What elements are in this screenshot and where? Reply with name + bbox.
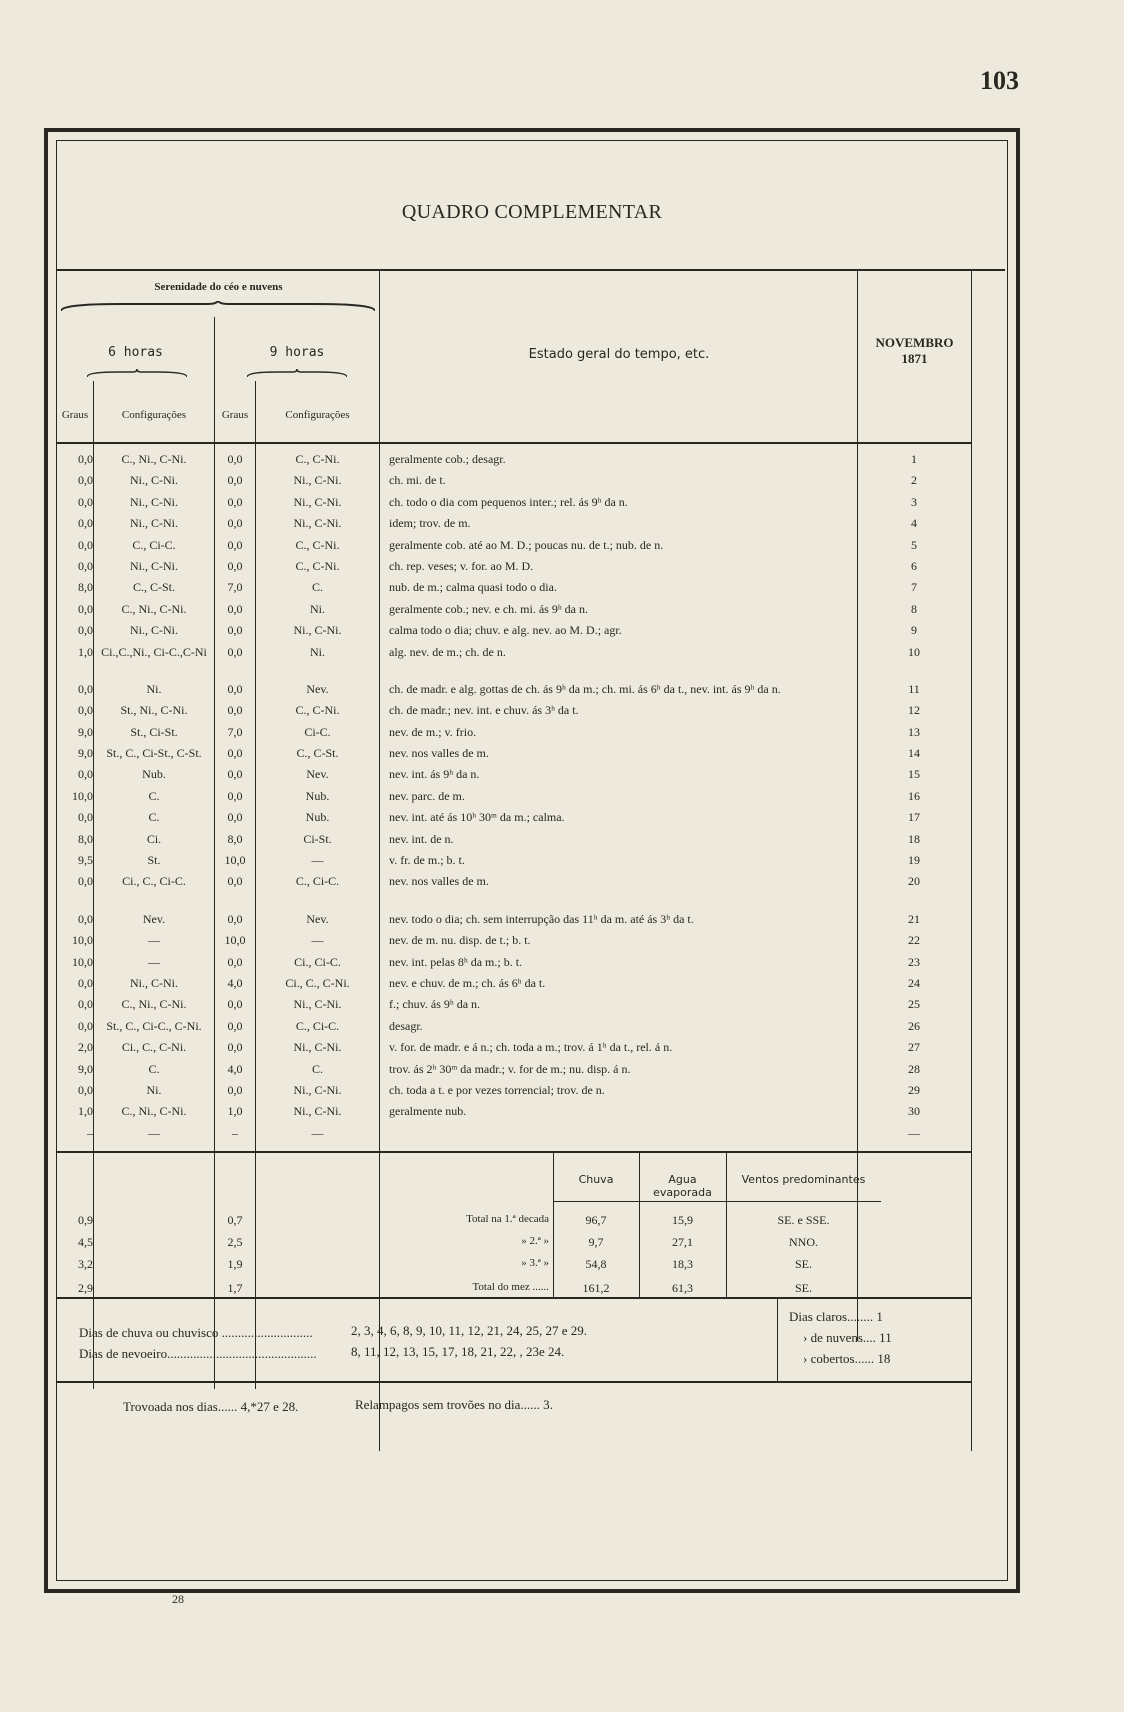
estado-cell: geralmente cob.; desagr. [389,452,506,466]
dias-cobertos: › cobertos...... 18 [803,1351,891,1366]
graus-9-cell: 0,0 [227,473,243,488]
config-6-cell: St., C., Ci-C., C-Ni. [106,1018,202,1033]
estado-cell: geralmente cob.; nev. e ch. mi. ás 9ʰ da n. [389,601,589,616]
graus-9-cell: 0,0 [227,788,243,803]
six-hours-header: 6 horas [108,345,163,360]
dias-claros: Dias claros........ 1 [789,1309,883,1324]
table-row [57,578,975,599]
day-cell: 25 [908,997,920,1012]
total-ventos: SE. e SSE. [777,1213,830,1227]
graus-9-cell: 0,0 [227,874,243,889]
graus-6-cell: 0,0 [78,558,93,573]
table-row [57,493,975,514]
day-cell: — [908,1125,920,1140]
config-6-cell: Nev. [142,911,166,926]
table-row [57,1017,975,1038]
graus-9-cell: 4,0 [227,975,243,990]
year: 1871 [901,351,928,366]
graus-6-cell: 0,0 [78,623,93,638]
estado-cell: v. fr. de m.; b. t. [389,853,465,868]
day-cell: 26 [908,1018,920,1033]
total-graus-9: 0,7 [227,1213,243,1227]
graus-9-cell: 0,0 [227,601,243,616]
ventos-header: Ventos predominantes [741,1173,866,1186]
day-cell: 10 [908,644,920,659]
nevoeiro-days: 8, 11, 12, 13, 15, 17, 18, 21, 22, , 23e 24. [351,1344,565,1359]
table-row [57,765,975,786]
estado-cell: nev. e chuv. de m.; ch. ás 6ʰ da t. [389,975,546,990]
day-cell: 22 [908,933,920,948]
table-row [57,723,975,744]
config-6-cell: St. [147,853,161,868]
total-label: » 2.ª » [521,1235,549,1247]
day-cell: 2 [911,473,917,488]
estado-cell: ch. todo o dia com pequenos inter.; rel. ás 9ʰ da n. [389,494,628,509]
chuva-label: Dias de chuva ou chuvisco ............................ [79,1325,313,1340]
graus-6-cell: 10,0 [72,933,93,948]
graus-6-cell: 0,0 [78,516,93,531]
table-row [57,1102,975,1123]
trovoada-days: Trovoada nos dias...... 4,*27 e 28. [123,1399,299,1414]
estado-cell: trov. ás 2ʰ 30ᵐ da madr.; v. for de m.; nu. disp. á n. [389,1061,631,1076]
config-9-cell: C., C-St. [296,746,339,761]
graus-6-cell: 0,0 [78,810,93,825]
graus-6-cell: 0,0 [78,452,93,466]
config-9-cell: Nub. [305,788,330,803]
table-row [57,1124,975,1145]
graus-6-cell: 9,0 [78,724,93,739]
config-9-cell: C. [311,580,323,595]
graus-9-cell: 7,0 [227,580,243,595]
config-9-cell: Nev. [306,911,329,926]
day-cell: 12 [908,703,920,718]
month-header [858,335,971,367]
estado-cell: alg. nev. de m.; ch. de n. [389,644,506,659]
graus-9-cell: 7,0 [227,724,243,739]
serenidade-header: Serenidade do céo e nuvens [154,281,283,293]
row-spacer [57,664,975,680]
graus-9-cell: 0,0 [227,537,243,552]
graus-6-cell: 9,5 [78,853,93,868]
config-9-cell: C., Ci-C. [295,874,340,889]
config-9-cell: — [311,853,324,868]
total-agua: 27,1 [672,1235,693,1249]
total-agua: 18,3 [672,1257,693,1271]
day-cell: 6 [911,558,917,573]
estado-cell: idem; trov. de m. [389,516,471,531]
relampagos-days: Relampagos sem trovões no dia...... 3. [355,1397,553,1412]
config-6-cell: Ci. [146,831,162,846]
graus-9-cell: 0,0 [227,1040,243,1055]
estado-cell: ch. toda a t. e por vezes torrencial; trov. de n. [389,1082,605,1097]
graus-6-cell: 0,0 [78,601,93,616]
table-row [57,621,975,642]
config-6-cell: Ni. [146,1082,162,1097]
day-cell: 30 [908,1104,920,1119]
config-9-cell: C. [311,1061,323,1076]
dias-nuvens: › de nuvens.... 11 [803,1330,892,1345]
graus-6-cell: 0,0 [78,975,93,990]
config-9-cell: C., C-Ni. [295,703,340,718]
page-title: QUADRO COMPLEMENTAR [401,201,663,223]
table-row [57,974,975,995]
config-6-cell: C., C-St. [132,580,175,595]
total-chuva: 161,2 [582,1281,610,1295]
config-9-cell: Nub. [305,810,330,825]
config-9-cell: C., C-Ni. [295,558,340,573]
day-cell: 29 [908,1082,920,1097]
col-graus-9: Graus [221,409,249,421]
daily-rows [57,450,975,1145]
chuva-header: Chuva [578,1173,614,1186]
graus-9-cell: 0,0 [227,681,243,696]
config-6-cell: Nub. [142,767,166,782]
graus-6-cell: – [87,1125,93,1140]
config-9-cell: C., C-Ni. [295,452,340,466]
day-cell: 28 [908,1061,920,1076]
graus-6-cell: 0,0 [78,681,93,696]
table-row [57,995,975,1016]
estado-cell: geralmente cob. até ao M. D.; poucas nu. de t.; nub. de n. [389,537,664,552]
table-inner [56,140,1008,1581]
table-row [57,910,975,931]
brace-icon [247,369,347,379]
graus-9-cell: 0,0 [227,452,243,466]
config-6-cell: Ni., C-Ni. [130,516,178,531]
graus-6-cell: 0,0 [78,473,93,488]
table-row [57,557,975,578]
estado-cell: ch. de madr.; nev. int. e chuv. ás 3ʰ da t. [389,703,579,718]
total-label: Total na 1.ª decada [466,1213,549,1225]
config-6-cell: C., Ni., C-Ni. [121,997,187,1012]
config-6-cell: C., Ni., C-Ni. [121,452,187,466]
config-6-cell: Ni., C-Ni. [130,975,178,990]
graus-6-cell: 0,0 [78,767,93,782]
config-6-cell: Ci., C., Ci-C. [122,874,186,889]
graus-6-cell: 9,0 [78,746,93,761]
graus-6-cell: 0,0 [78,1018,93,1033]
graus-9-cell: 0,0 [227,1082,243,1097]
graus-9-cell: 0,0 [227,911,243,926]
table-row [57,450,975,471]
config-9-cell: Ni. [310,601,325,616]
day-cell: 23 [908,954,920,969]
total-graus-9: 2,5 [227,1235,243,1249]
table-row [57,744,975,765]
graus-6-cell: 0,0 [78,911,93,926]
nevoeiro-label: Dias de nevoeiro.............................................. [79,1346,317,1361]
config-9-cell: Ci-St. [303,831,332,846]
estado-cell: nev. int. até ás 10ʰ 30ᵐ da m.; calma. [389,810,565,825]
config-9-cell: Ci., Ci-C. [294,954,341,969]
estado-cell: f.; chuv. ás 9ʰ da n. [389,997,481,1012]
config-6-cell: C. [148,1061,160,1076]
row-spacer [57,894,975,910]
total-agua: 61,3 [672,1281,693,1295]
day-cell: 4 [911,516,917,531]
graus-9-cell: 4,0 [227,1061,243,1076]
agua-header: Agua evaporada [653,1173,712,1199]
total-graus-6: 4,5 [78,1235,93,1249]
graus-9-cell: 0,0 [227,558,243,573]
graus-6-cell: 0,0 [78,703,93,718]
config-9-cell: Ni., C-Ni. [293,1082,342,1097]
graus-9-cell: – [232,1125,238,1140]
estado-cell: ch. rep. veses; v. for. ao M. D. [389,558,534,573]
estado-cell: nev. nos valles de m. [389,874,489,889]
total-chuva: 9,7 [588,1235,604,1249]
day-cell: 8 [911,601,917,616]
graus-6-cell: 9,0 [78,1061,93,1076]
graus-9-cell: 0,0 [227,810,243,825]
day-cell: 5 [911,537,917,552]
day-cell: 7 [911,580,917,595]
total-ventos: SE. [794,1257,812,1271]
total-ventos: SE. [794,1281,812,1295]
brace-icon [61,301,375,313]
estado-cell: nub. de m.; calma quasi todo o dia. [389,580,557,595]
estado-cell: v. for. de madr. e á n.; ch. toda a m.; trov. á 1ʰ da t., rel. á n. [389,1040,673,1055]
config-9-cell: Ni. [310,644,325,659]
total-graus-6: 2,9 [78,1281,93,1295]
config-9-cell: — [311,933,324,948]
estado-cell: nev. todo o dia; ch. sem interrupção das 11ʰ da m. até ás 3ʰ da t. [389,911,694,926]
table-row [57,851,975,872]
table-row [57,808,975,829]
config-6-cell: St., Ni., C-Ni. [120,703,188,718]
graus-9-cell: 0,0 [227,997,243,1012]
config-6-cell: — [148,933,160,948]
day-cell: 15 [908,767,920,782]
graus-6-cell: 8,0 [78,580,93,595]
config-9-cell: Ni., C-Ni. [293,623,342,638]
config-6-cell: C., Ci-C. [132,537,176,552]
table-row [57,514,975,535]
day-cell: 11 [908,681,920,696]
graus-9-cell: 0,0 [227,954,243,969]
config-9-cell: Ni., C-Ni. [293,473,342,488]
table-row [57,830,975,851]
total-graus-9: 1,9 [227,1257,243,1271]
table-row [57,701,975,722]
config-9-cell: Ci., C., C-Ni. [285,975,350,990]
day-cell: 13 [908,724,920,739]
config-9-cell: Nev. [306,681,329,696]
graus-6-cell: 0,0 [78,1082,93,1097]
config-6-cell: C., Ni., C-Ni. [121,601,187,616]
config-6-cell: St., Ci-St. [130,724,178,739]
config-9-cell: Ni., C-Ni. [293,1104,342,1119]
graus-9-cell: 0,0 [227,516,243,531]
total-agua: 15,9 [672,1213,693,1227]
estado-cell: ch. mi. de t. [389,473,446,488]
total-ventos: NNO. [789,1235,818,1249]
graus-6-cell: 2,0 [78,1040,93,1055]
config-6-cell: — [148,1125,160,1140]
estado-cell: nev. int. pelas 8ʰ da m.; b. t. [389,954,523,969]
total-chuva: 96,7 [585,1213,607,1227]
estado-cell: ch. de madr. e alg. gottas de ch. ás 9ʰ da m.; ch. mi. ás 6ʰ da t., nev. int. ás 9ʰ da n. [389,681,781,696]
config-6-cell: C., Ni., C-Ni. [121,1104,187,1119]
day-cell: 21 [908,911,920,926]
total-graus-6: 3,2 [78,1257,93,1271]
graus-9-cell: 10,0 [224,853,246,868]
config-6-cell: Ni., C-Ni. [130,558,178,573]
col-graus-6: Graus [61,409,89,421]
total-chuva: 54,8 [585,1257,607,1271]
config-9-cell: Ni., C-Ni. [293,494,342,509]
graus-9-cell: 0,0 [227,644,243,659]
graus-9-cell: 0,0 [227,1018,243,1033]
table-row [57,1081,975,1102]
day-cell: 17 [908,810,920,825]
estado-cell: nev. int. ás 9ʰ da n. [389,767,480,782]
estado-cell: geralmente nub. [389,1104,467,1119]
chuva-days: 2, 3, 4, 6, 8, 9, 10, 11, 12, 21, 24, 25, 27 e 29. [351,1323,588,1338]
graus-6-cell: 10,0 [72,954,93,969]
table-row [57,600,975,621]
nine-hours-header: 9 horas [269,345,325,360]
day-cell: 18 [908,831,920,846]
graus-9-cell: 0,0 [227,623,243,638]
graus-6-cell: 1,0 [78,1104,93,1119]
day-cell: 1 [911,452,917,466]
graus-9-cell: 8,0 [227,831,243,846]
config-6-cell: Ni., C-Ni. [130,494,178,509]
graus-6-cell: 0,0 [78,494,93,509]
day-cell: 14 [908,746,920,761]
total-label: » 3.ª » [521,1257,549,1269]
config-9-cell: Ni., C-Ni. [293,997,342,1012]
day-cell: 16 [908,788,920,803]
config-6-cell: — [148,954,160,969]
graus-9-cell: 0,0 [227,703,243,718]
day-cell: 24 [908,975,920,990]
graus-9-cell: 0,0 [227,494,243,509]
config-9-cell: C., C-Ni. [295,537,340,552]
day-cell: 9 [911,623,917,638]
graus-6-cell: 0,0 [78,874,93,889]
table-row [57,953,975,974]
graus-9-cell: 0,0 [227,746,243,761]
table-row [57,643,975,664]
graus-9-cell: 1,0 [227,1104,243,1119]
config-9-cell: Ni., C-Ni. [293,516,342,531]
config-6-cell: Ni., C-Ni. [130,473,178,488]
table-row [57,931,975,952]
graus-9-cell: 10,0 [224,933,246,948]
estado-cell: calma todo o dia; chuv. e alg. nev. ao M. D.; agr. [389,623,622,638]
estado-cell: nev. nos valles de m. [389,746,489,761]
estado-cell: desagr. [389,1018,423,1033]
estado-cell: nev. parc. de m. [389,788,465,803]
day-cell: 27 [908,1040,920,1055]
table-row [57,1060,975,1081]
config-6-cell: St., C., Ci-St., C-St. [106,746,202,761]
table-row [57,872,975,893]
config-6-cell: C. [148,788,160,803]
table-row [57,536,975,557]
graus-6-cell: 0,0 [78,537,93,552]
day-cell: 3 [911,494,917,509]
config-6-cell: Ci.,C.,Ni., Ci-C.,C-Ni [101,644,207,659]
day-cell: 19 [908,853,920,868]
table-row [57,787,975,808]
estado-header: Estado geral do tempo, etc. [528,347,710,362]
graus-6-cell: 0,0 [78,997,93,1012]
day-cell: 20 [908,874,920,889]
config-9-cell: Ci-C. [304,724,331,739]
table-row [57,471,975,492]
config-9-cell: C., Ci-C. [295,1018,340,1033]
estado-cell: nev. de m.; v. frio. [389,724,477,739]
config-9-cell: — [311,1125,324,1140]
config-6-cell: C. [148,810,160,825]
table-row [57,1038,975,1059]
total-graus-9: 1,7 [227,1281,243,1295]
graus-9-cell: 0,0 [227,767,243,782]
config-6-cell: Ci., C., C-Ni. [121,1040,187,1055]
table-row [57,680,975,701]
total-label: Total do mez ...... [472,1281,549,1293]
graus-6-cell: 1,0 [78,644,93,659]
col-config-6: Configurações [121,409,187,421]
page-number: 103 [980,66,1019,95]
graus-6-cell: 8,0 [78,831,93,846]
signature-mark: 28 [172,1592,184,1606]
config-6-cell: Ni., C-Ni. [130,623,178,638]
estado-cell: nev. de m. nu. disp. de t.; b. t. [389,933,531,948]
month-name: NOVEMBRO [875,335,954,350]
config-9-cell: Ni., C-Ni. [293,1040,342,1055]
total-graus-6: 0,9 [78,1213,93,1227]
table-frame [44,128,1020,1593]
config-6-cell: Ni. [146,681,162,696]
config-9-cell: Nev. [306,767,329,782]
estado-cell: nev. int. de n. [389,831,454,846]
graus-6-cell: 10,0 [72,788,93,803]
brace-icon [87,369,187,379]
col-config-9: Configurações [285,409,350,421]
